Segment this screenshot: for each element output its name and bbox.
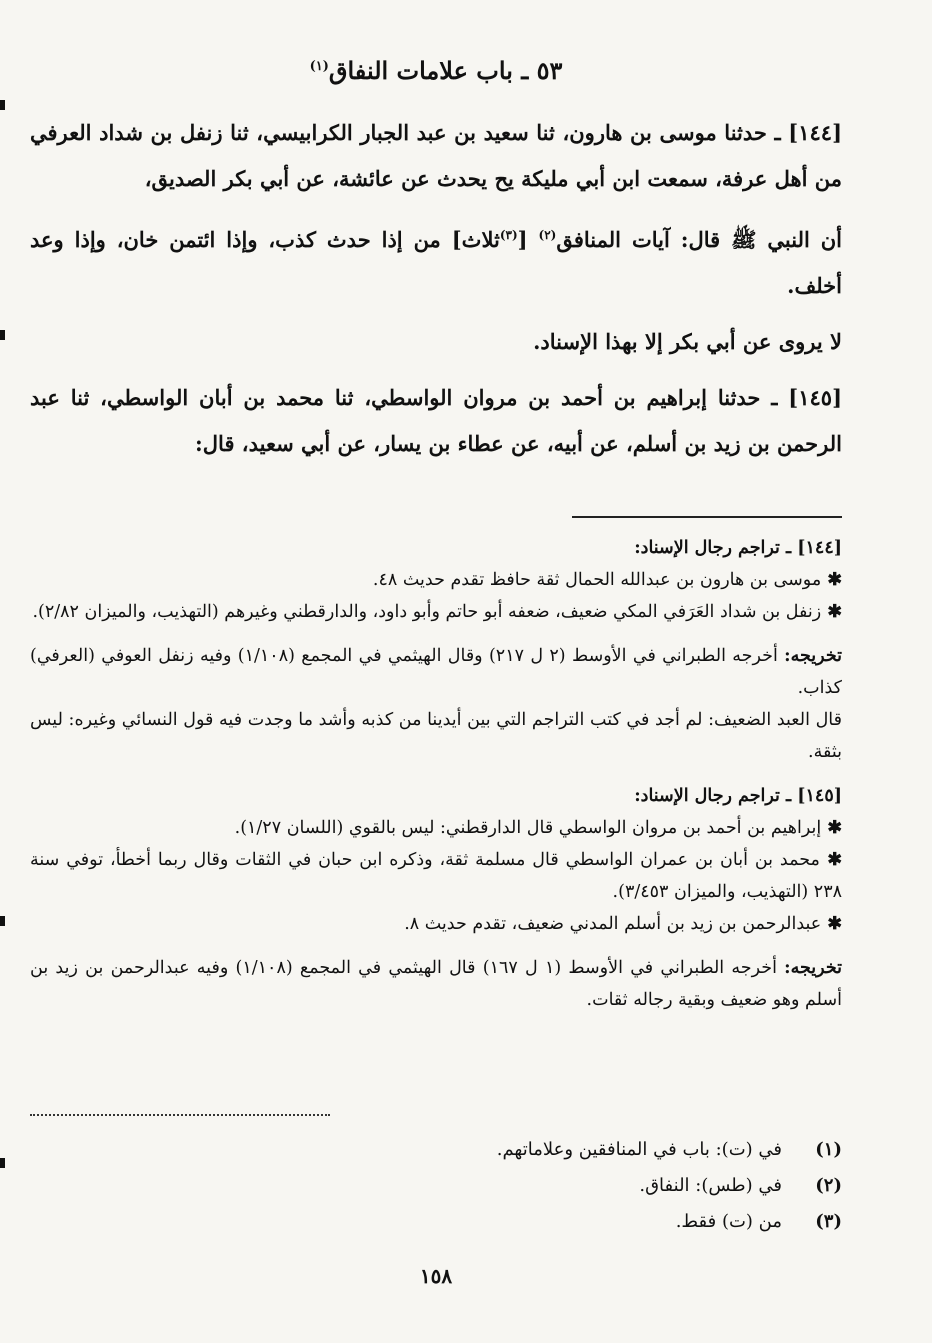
- matn-part: أن النبي ﷺ قال: آيات المنافق: [556, 227, 843, 252]
- notes-heading-144: [١٤٤] ـ تراجم رجال الإسناد:: [634, 538, 842, 558]
- scan-mark: [0, 916, 5, 926]
- takhrij-text: أخرجه الطبراني في الأوسط (١ ل ١٦٧) قال الهيثمي في المجمع (١/١٠٨) وفيه عبدالرحمن بن زيد بن أسلم وهو ضعيف وبقية رجاله ثقات.: [30, 958, 842, 1010]
- scan-mark: [0, 1158, 5, 1168]
- commentary: [30, 532, 842, 1016]
- book-page: [30, 0, 842, 1343]
- chapter-title: [30, 56, 842, 85]
- notes-divider: [572, 516, 842, 518]
- narrator-note: ✱ عبدالرحمن بن زيد بن أسلم المدني ضعيف، تقدم حديث ٨.: [30, 908, 842, 940]
- matn-part: ثلاث] من إذا حدث كذب، وإذا ائتمن خان، وإذا وعد أخلف.: [30, 227, 842, 298]
- narrator-note: ✱ موسى بن هارون بن عبدالله الحمال ثقة حافظ تقدم حديث ٤٨.: [30, 564, 842, 596]
- author-comment: قال العبد الضعيف: لم أجد في كتب التراجم التي بين أيدينا من كذبه وأشد ما وجدت فيه قول النسائي وغيره: ليس بثقة.: [30, 710, 842, 762]
- footnote: [30, 1168, 842, 1204]
- hadith-144-comment: لا يروى عن أبي بكر إلا بهذا الإسناد.: [533, 329, 842, 354]
- footnote-number: (١): [815, 1139, 842, 1160]
- narrator-note: ✱ زنفل بن شداد العَرَفي المكي ضعيف، ضعفه أبو حاتم وأبو داود، والدارقطني وغيرهم (التهذيب، والميزان ٢/٨٢).: [30, 596, 842, 628]
- note-ref-3: (٣): [499, 228, 518, 242]
- narrator-note: ✱ إبراهيم بن أحمد بن مروان الواسطي قال الدارقطني: ليس بالقوي (اللسان ١/٢٧).: [30, 812, 842, 844]
- hadith-145-isnad: [١٤٥] ـ حدثنا إبراهيم بن أحمد بن مروان الواسطي، ثنا محمد بن أبان الواسطي، ثنا عبد الرحمن بن زيد بن أسلم، عن أبيه، عن عطاء بن يسار، عن أبي سعيد، قال:: [30, 385, 842, 456]
- main-text: [30, 110, 842, 467]
- footnote: [30, 1132, 842, 1168]
- footnote-number: (٣): [815, 1211, 842, 1232]
- takhrij-text: أخرجه الطبراني في الأوسط (٢ ل ٢١٧) وقال الهيثمي في المجمع (١/١٠٨) وفيه زنفل العوفي (العرفي) كذاب.: [30, 646, 842, 698]
- scan-mark: [0, 330, 5, 340]
- narrator-note: ✱ محمد بن أبان بن عمران الواسطي قال مسلمة ثقة، وذكره ابن حبان في الثقات وقال ربما أخطأ، توفي سنة ٢٣٨ (التهذيب، والميزان ٣/٤٥٣).: [30, 844, 842, 908]
- hadith-144-isnad: [١٤٤] ـ حدثنا موسى بن هارون، ثنا سعيد بن عبد الجبار الكرابيسي، ثنا زنفل بن شداد العرفي من أهل عرفة، سمعت ابن أبي مليكة يح يحدث عن عائشة، عن أبي بكر الصديق،: [30, 120, 842, 191]
- footnote-divider: [30, 1114, 330, 1116]
- takhrij-144: [30, 640, 842, 704]
- takhrij-label: تخريجه:: [784, 646, 842, 666]
- footnote-text: في (طس): النفاق.: [639, 1175, 782, 1196]
- notes-heading-145: [١٤٥] ـ تراجم رجال الإسناد:: [634, 786, 842, 806]
- chapter-title-text: ٥٣ ـ باب علامات النفاق: [328, 56, 563, 85]
- footnote-text: في (ت): باب في المنافقين وعلاماتهم.: [496, 1139, 782, 1160]
- takhrij-145: [30, 952, 842, 1016]
- note-ref-2: (٢): [538, 228, 557, 242]
- takhrij-label: تخريجه:: [784, 958, 842, 978]
- footnotes: [30, 1132, 842, 1240]
- footnote-text: من (ت) فقط.: [675, 1211, 782, 1232]
- chapter-title-note: (١): [309, 59, 329, 74]
- matn-part: [: [517, 227, 539, 252]
- page-number: ١٥٨: [419, 1264, 453, 1288]
- hadith-144-matn: [30, 212, 842, 309]
- scan-mark: [0, 100, 5, 110]
- footnote: [30, 1204, 842, 1240]
- footnote-number: (٢): [815, 1175, 842, 1196]
